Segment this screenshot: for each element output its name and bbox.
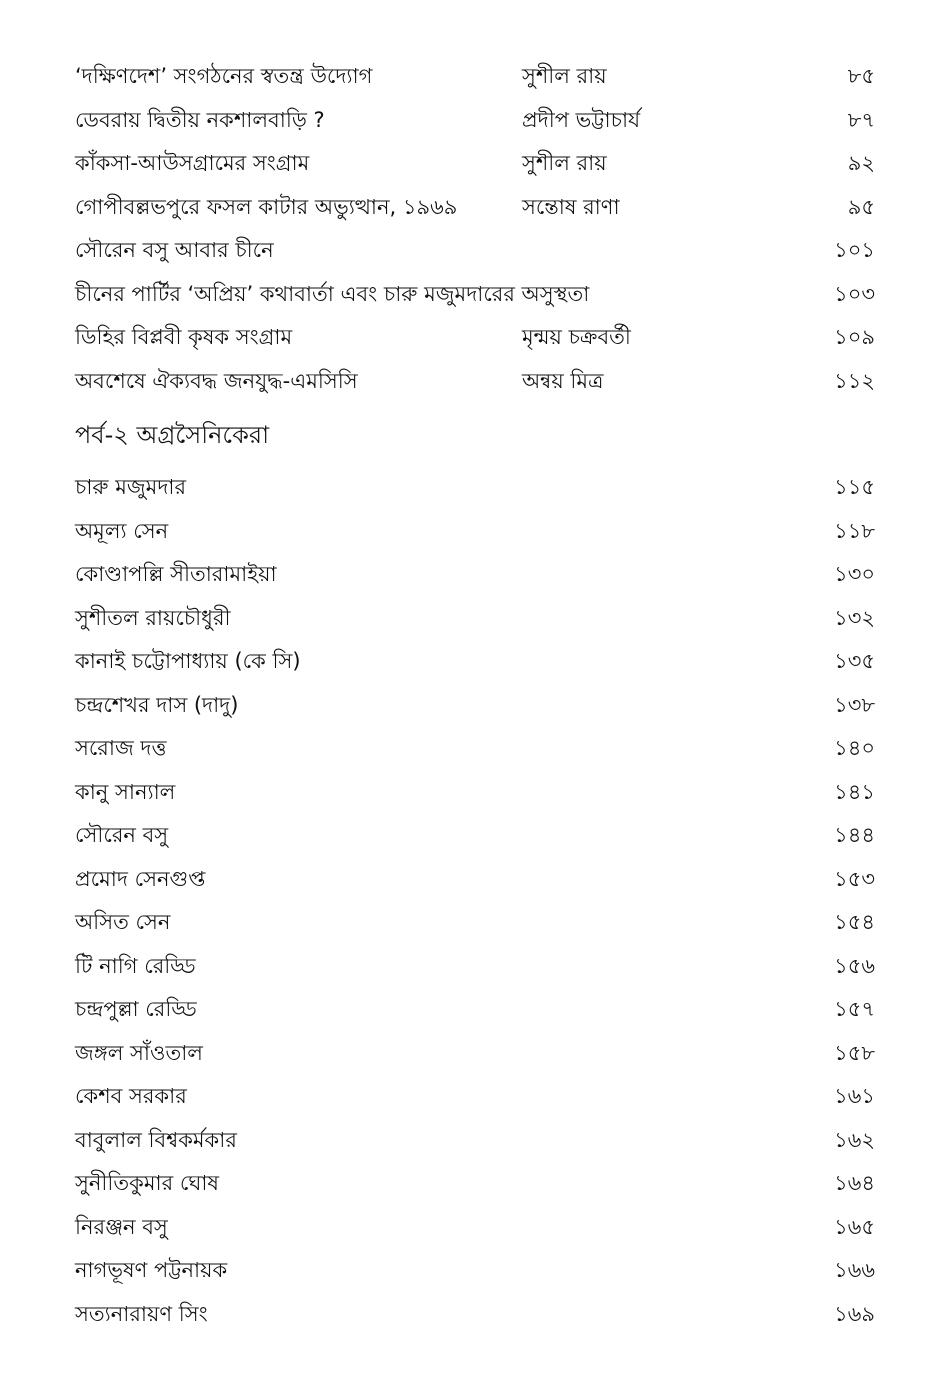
toc-entry bbox=[75, 988, 875, 1032]
entry-author: মৃন্ময় চক্রবর্তী bbox=[522, 325, 631, 349]
toc-entry bbox=[75, 1249, 875, 1293]
entry-title: অসিত সেন bbox=[75, 910, 171, 934]
toc-entry bbox=[75, 510, 875, 554]
entry-author: সুশীল রায় bbox=[522, 151, 607, 175]
entry-title: ‘দক্ষিণদেশ’ সংগঠনের স্বতন্ত্র উদ্যোগ bbox=[75, 64, 373, 88]
entry-page-number: ১৩০ bbox=[834, 562, 875, 586]
entry-page-number: ১৬৪ bbox=[834, 1171, 875, 1195]
toc-entry bbox=[75, 142, 875, 186]
entry-page-number: ১৫৬ bbox=[834, 953, 875, 978]
toc-entry bbox=[75, 273, 875, 317]
entry-title: কোণ্ডাপল্লি সীতারামাইয়া bbox=[75, 562, 277, 586]
entry-title: টি নাগি রেড্ডি bbox=[75, 953, 196, 978]
entry-title: চন্দ্রপুল্লা রেড্ডি bbox=[75, 997, 197, 1021]
entry-page-number: ১৪৪ bbox=[834, 823, 875, 847]
entry-title: গোপীবল্লভপুরে ফসল কাটার অভ্যুত্থান, ১৯৬৯ bbox=[75, 194, 458, 219]
entry-page-number: ৯৫ bbox=[847, 194, 875, 219]
entry-title: কেশব সরকার bbox=[75, 1084, 187, 1108]
toc-entry bbox=[75, 684, 875, 728]
toc-entry bbox=[75, 360, 875, 404]
entry-title: বাবুলাল বিশ্বকর্মকার bbox=[75, 1127, 237, 1152]
entry-page-number: ১০৩ bbox=[834, 281, 875, 306]
entry-title: অবশেষে ঐক্যবদ্ধ জনযুদ্ধ-এমসিসি bbox=[75, 368, 358, 393]
entry-page-number: ১০৯ bbox=[834, 325, 875, 349]
entry-title: কানু সান্যাল bbox=[75, 779, 176, 804]
toc-entry bbox=[75, 858, 875, 902]
entry-title: সৌরেন বসু আবার চীনে bbox=[75, 238, 274, 262]
toc-entry bbox=[75, 1032, 875, 1076]
toc-entry bbox=[75, 901, 875, 945]
entry-page-number: ৮৭ bbox=[847, 107, 875, 132]
entry-title: চীনের পার্টির ‘অপ্রিয়’ কথাবার্তা এবং চারু মজুমদারের অসুস্থতা bbox=[75, 281, 590, 306]
entry-author: সন্তোষ রাণা bbox=[522, 194, 620, 219]
toc-list-part-2 bbox=[75, 466, 875, 1336]
entry-page-number: ১০১ bbox=[834, 238, 875, 262]
entry-page-number: ১১৫ bbox=[834, 475, 875, 499]
toc-entry bbox=[75, 771, 875, 815]
entry-page-number: ১৫৭ bbox=[834, 997, 875, 1021]
entry-title: নাগভূষণ পট্টনায়ক bbox=[75, 1258, 228, 1282]
entry-title: কাঁকসা-আউসগ্রামের সংগ্রাম bbox=[75, 151, 310, 175]
toc-entry bbox=[75, 466, 875, 510]
entry-title: ডিহির বিপ্লবী কৃষক সংগ্রাম bbox=[75, 325, 293, 349]
entry-title: সুনীতিকুমার ঘোষ bbox=[75, 1171, 220, 1195]
toc-entry bbox=[75, 1162, 875, 1206]
toc-entry bbox=[75, 814, 875, 858]
entry-title: চন্দ্রশেখর দাস (দাদু) bbox=[75, 692, 239, 717]
entry-page-number: ১৩৮ bbox=[834, 692, 875, 717]
entry-title: প্রমোদ সেনগুপ্ত bbox=[75, 866, 206, 891]
toc-entry bbox=[75, 229, 875, 273]
toc-entry bbox=[75, 640, 875, 684]
entry-page-number: ১৬৫ bbox=[834, 1214, 875, 1239]
entry-title: অমূল্য সেন bbox=[75, 518, 169, 543]
entry-page-number: ১৬১ bbox=[834, 1084, 875, 1108]
toc-entry bbox=[75, 597, 875, 641]
entry-title: সত্যনারায়ণ সিং bbox=[75, 1301, 208, 1326]
entry-title: সৌরেন বসু bbox=[75, 823, 169, 847]
toc-entry bbox=[75, 1206, 875, 1250]
toc-list-part-1 bbox=[75, 55, 875, 403]
entry-page-number: ১৩৫ bbox=[834, 649, 875, 673]
toc-entry bbox=[75, 1119, 875, 1163]
entry-title: নিরঞ্জন বসু bbox=[75, 1214, 168, 1239]
entry-page-number: ১১২ bbox=[834, 368, 875, 393]
entry-page-number: ৯২ bbox=[847, 151, 875, 175]
entry-page-number: ৮৫ bbox=[847, 64, 875, 88]
toc-entry bbox=[75, 1293, 875, 1337]
entry-page-number: ১৬২ bbox=[834, 1127, 875, 1152]
entry-title: চারু মজুমদার bbox=[75, 475, 186, 499]
entry-title: কানাই চট্টোপাধ্যায় (কে সি) bbox=[75, 649, 301, 673]
entry-page-number: ১৬৬ bbox=[834, 1258, 875, 1282]
entry-page-number: ১৩২ bbox=[834, 605, 875, 630]
entry-title: জঙ্গল সাঁওতাল bbox=[75, 1040, 203, 1065]
entry-page-number: ১৪০ bbox=[834, 736, 875, 760]
entry-title: সুশীতল রায়চৌধুরী bbox=[75, 605, 231, 630]
entry-author: সুশীল রায় bbox=[522, 64, 607, 88]
toc-entry bbox=[75, 99, 875, 143]
entry-title: সরোজ দত্ত bbox=[75, 736, 167, 760]
entry-page-number: ১৪১ bbox=[834, 779, 875, 804]
toc-entry bbox=[75, 55, 875, 99]
toc-entry bbox=[75, 1075, 875, 1119]
toc-entry bbox=[75, 945, 875, 989]
toc-entry bbox=[75, 316, 875, 360]
toc-entry bbox=[75, 186, 875, 230]
entry-page-number: ১৬৯ bbox=[834, 1301, 875, 1326]
section-heading: পর্ব-২ অগ্রসৈনিকেরা bbox=[75, 421, 270, 449]
toc-entry bbox=[75, 727, 875, 771]
entry-page-number: ১৫৪ bbox=[834, 910, 875, 934]
entry-author: প্রদীপ ভট্টাচার্য bbox=[522, 107, 641, 132]
entry-page-number: ১৫৩ bbox=[834, 866, 875, 891]
entry-author: অন্বয় মিত্র bbox=[522, 368, 604, 393]
entry-page-number: ১৫৮ bbox=[834, 1040, 875, 1065]
entry-title: ডেবরায় দ্বিতীয় নকশালবাড়ি ? bbox=[75, 107, 325, 132]
entry-page-number: ১১৮ bbox=[834, 518, 875, 543]
toc-entry bbox=[75, 553, 875, 597]
